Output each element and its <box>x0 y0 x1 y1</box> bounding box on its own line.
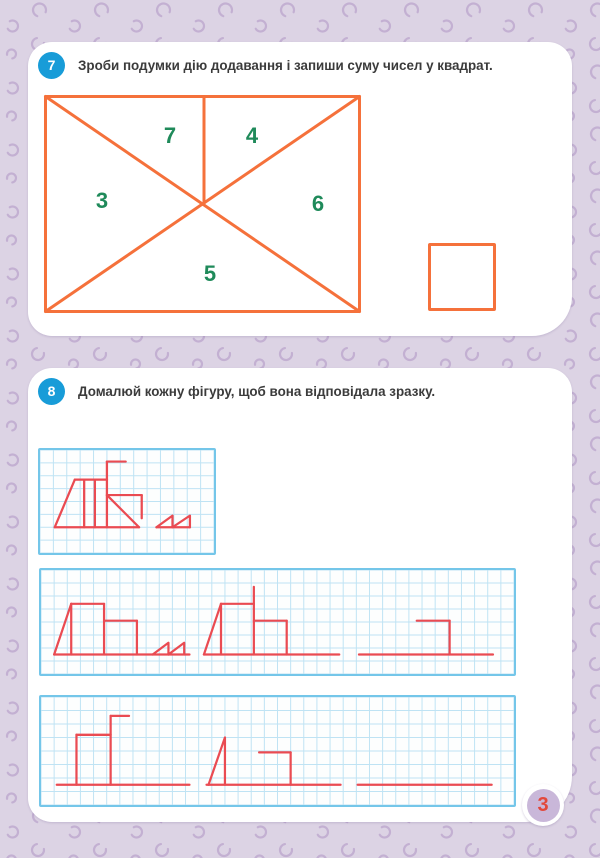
task7-header <box>38 52 558 79</box>
task8-instruction: Домалюй кожну фігуру, щоб вона відповідала зразку. <box>78 384 436 399</box>
task7-number-badge: 7 <box>38 52 65 79</box>
task8-number-badge: 8 <box>38 378 65 405</box>
practice-grid-panel-1 <box>39 568 516 676</box>
addition-rectangle-figure <box>44 95 361 313</box>
svg-text:5: 5 <box>203 261 217 286</box>
practice-grid-panel-2 <box>39 695 516 807</box>
svg-text:3: 3 <box>95 188 109 213</box>
svg-text:7: 7 <box>163 123 177 148</box>
sample-grid-panel <box>38 448 216 555</box>
sum-answer-box <box>428 243 496 311</box>
page-number-badge <box>522 784 564 826</box>
task8-header <box>38 378 558 405</box>
task7-instruction: Зроби подумки дію додавання і запиши суму чисел у квадрат. <box>78 58 493 73</box>
page-number: 3 <box>527 789 560 822</box>
task7-card <box>28 42 572 336</box>
svg-text:4: 4 <box>245 123 259 148</box>
svg-text:6: 6 <box>311 191 325 216</box>
task8-card <box>28 368 572 822</box>
